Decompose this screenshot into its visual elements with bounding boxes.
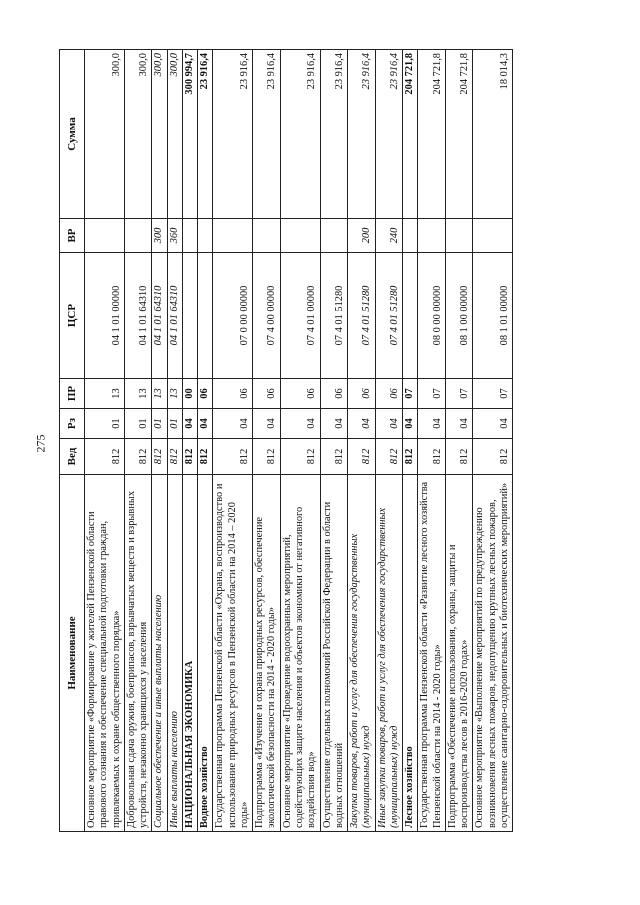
cell-name: Иные закупки товаров, работ и услуг для обеспечения государственных (муниципальных) нужд: [375, 475, 403, 832]
table-row: [418, 50, 446, 832]
rotated-page-content: [59, 50, 563, 832]
cell-ved: 812: [473, 439, 513, 475]
table-row: [167, 50, 182, 832]
header-vr: ВР: [60, 219, 85, 253]
table-row: [348, 50, 376, 832]
table-row: [198, 50, 213, 832]
table-row: [403, 50, 418, 832]
cell-vr: 360: [167, 219, 182, 253]
header-sum: Сумма: [60, 50, 85, 219]
cell-rz: 04: [213, 409, 253, 439]
cell-vr: 200: [348, 219, 376, 253]
cell-vr: [418, 219, 446, 253]
cell-name: Подпрограмма «Изучение и охрана природных ресурсов, обеспечение экологической безопасности на 2014 - 2020 годы»: [253, 475, 281, 832]
cell-vr: [473, 219, 513, 253]
cell-rz: 04: [473, 409, 513, 439]
cell-sum: 23 916,4: [253, 50, 281, 219]
cell-csr: 04 1 01 00000: [85, 253, 125, 379]
cell-pr: 13: [124, 379, 152, 409]
cell-ved: 812: [403, 439, 418, 475]
cell-pr: 06: [213, 379, 253, 409]
cell-rz: 04: [375, 409, 403, 439]
cell-sum: 204 721,8: [445, 50, 473, 219]
cell-sum: 23 916,4: [348, 50, 376, 219]
cell-ved: 812: [124, 439, 152, 475]
table-row: [473, 50, 513, 832]
cell-rz: 04: [445, 409, 473, 439]
cell-sum: 23 916,4: [320, 50, 348, 219]
cell-name: Подпрограмма «Обеспечение использования, охраны, защиты и воспроизводства лесов в 2016-2020 годах»: [445, 475, 473, 832]
cell-vr: 240: [375, 219, 403, 253]
cell-ved: 812: [182, 439, 197, 475]
page-number: 275: [33, 434, 48, 453]
cell-ved: 812: [280, 439, 320, 475]
table-row: [375, 50, 403, 832]
cell-csr: [198, 253, 213, 379]
cell-csr: [403, 253, 418, 379]
cell-pr: 06: [348, 379, 376, 409]
cell-name: Добровольная сдача оружия, боеприпасов, взрывчатых веществ и взрывных устройств, незаконно хранящихся у населения: [124, 475, 152, 832]
cell-name: Государственная программа Пензенской области «Развитие лесного хозяйства Пензенской области на 2014 - 2020 годы»: [418, 475, 446, 832]
cell-name: Основное мероприятие «Проведение водоохранных мероприятий, содействующих защите населения и объектов экономики от негативного воздействия вод»: [280, 475, 320, 832]
cell-vr: [85, 219, 125, 253]
cell-vr: [213, 219, 253, 253]
cell-ved: 812: [348, 439, 376, 475]
header-pr: ПР: [60, 379, 85, 409]
cell-ved: 812: [445, 439, 473, 475]
table-row: [152, 50, 167, 832]
cell-csr: 07 4 01 00000: [280, 253, 320, 379]
cell-name: Основное мероприятие «Формирование у жителей Пензенской области правового сознания и обеспечение специальной подготовки граждан, привлекаемых к охране общественного порядка»: [85, 475, 125, 832]
cell-csr: 07 0 00 00000: [213, 253, 253, 379]
cell-sum: 18 014,3: [473, 50, 513, 219]
cell-vr: [198, 219, 213, 253]
cell-sum: 300,0: [85, 50, 125, 219]
table-row: [445, 50, 473, 832]
budget-table: [59, 49, 513, 832]
cell-sum: 300,0: [124, 50, 152, 219]
cell-rz: 04: [403, 409, 418, 439]
cell-sum: 23 916,4: [213, 50, 253, 219]
cell-pr: 13: [167, 379, 182, 409]
cell-rz: 04: [198, 409, 213, 439]
cell-csr: 07 4 01 51280: [348, 253, 376, 379]
cell-csr: 08 1 01 00000: [473, 253, 513, 379]
cell-name: Иные выплаты населению: [167, 475, 182, 832]
cell-sum: 204 721,8: [418, 50, 446, 219]
cell-ved: 812: [85, 439, 125, 475]
cell-rz: 04: [182, 409, 197, 439]
header-name: Наименование: [60, 475, 85, 832]
cell-name: НАЦИОНАЛЬНАЯ ЭКОНОМИКА: [182, 475, 197, 832]
cell-csr: 07 4 00 00000: [253, 253, 281, 379]
cell-vr: [445, 219, 473, 253]
cell-csr: 07 4 01 51280: [375, 253, 403, 379]
cell-csr: 04 1 01 64310: [152, 253, 167, 379]
cell-rz: 04: [348, 409, 376, 439]
cell-csr: 07 4 01 51280: [320, 253, 348, 379]
table-row: [213, 50, 253, 832]
cell-pr: 07: [473, 379, 513, 409]
cell-rz: 04: [280, 409, 320, 439]
cell-sum: 23 916,4: [280, 50, 320, 219]
cell-sum: 23 916,4: [198, 50, 213, 219]
cell-vr: [253, 219, 281, 253]
header-ved: Вед: [60, 439, 85, 475]
cell-vr: [182, 219, 197, 253]
cell-name: Государственная программа Пензенской области «Охрана, воспроизводство и использование природных ресурсов в Пензенской области на 2014 – 2020 годы»: [213, 475, 253, 832]
cell-ved: 812: [213, 439, 253, 475]
cell-csr: 04 1 01 64310: [167, 253, 182, 379]
cell-name: Осуществление отдельных полномочий Российской Федерации в области водных отношений: [320, 475, 348, 832]
table-row: [85, 50, 125, 832]
cell-ved: 812: [418, 439, 446, 475]
cell-rz: 01: [167, 409, 182, 439]
cell-name: Социальное обеспечение и иные выплаты населению: [152, 475, 167, 832]
cell-sum: 300,0: [152, 50, 167, 219]
cell-rz: 01: [85, 409, 125, 439]
cell-vr: [280, 219, 320, 253]
cell-rz: 01: [124, 409, 152, 439]
cell-sum: 300 994,7: [182, 50, 197, 219]
cell-pr: 07: [445, 379, 473, 409]
table-row: [253, 50, 281, 832]
cell-rz: 04: [320, 409, 348, 439]
cell-name: Лесное хозяйство: [403, 475, 418, 832]
table-row: [320, 50, 348, 832]
header-csr: ЦСР: [60, 253, 85, 379]
cell-ved: 812: [253, 439, 281, 475]
cell-csr: 08 1 00 00000: [445, 253, 473, 379]
cell-ved: 812: [152, 439, 167, 475]
cell-pr: 13: [85, 379, 125, 409]
table-header-row: [60, 50, 85, 832]
cell-rz: 01: [152, 409, 167, 439]
cell-pr: 06: [198, 379, 213, 409]
cell-csr: [182, 253, 197, 379]
cell-rz: 04: [418, 409, 446, 439]
cell-pr: 06: [280, 379, 320, 409]
cell-pr: 06: [253, 379, 281, 409]
table-row: [124, 50, 152, 832]
cell-pr: 06: [320, 379, 348, 409]
cell-vr: [124, 219, 152, 253]
cell-vr: 300: [152, 219, 167, 253]
header-rz: Рз: [60, 409, 85, 439]
cell-pr: 07: [403, 379, 418, 409]
cell-vr: [403, 219, 418, 253]
cell-ved: 812: [198, 439, 213, 475]
cell-ved: 812: [167, 439, 182, 475]
table-row: [182, 50, 197, 832]
cell-pr: 07: [418, 379, 446, 409]
cell-ved: 812: [320, 439, 348, 475]
cell-name: Основное мероприятие «Выполнение мероприятий по предупреждению возникновения лесных пожаров, недопущению крупных лесных пожаров, осуществление санитарно-оздоровительных и биотехнических мероприятий»: [473, 475, 513, 832]
cell-name: Закупка товаров, работ и услуг для обеспечения государственных (муниципальных) нужд: [348, 475, 376, 832]
cell-rz: 04: [253, 409, 281, 439]
cell-csr: 04 1 01 64310: [124, 253, 152, 379]
cell-sum: 300,0: [167, 50, 182, 219]
table-row: [280, 50, 320, 832]
cell-name: Водное хозяйство: [198, 475, 213, 832]
cell-vr: [320, 219, 348, 253]
cell-pr: 13: [152, 379, 167, 409]
cell-pr: 00: [182, 379, 197, 409]
cell-sum: 23 916,4: [375, 50, 403, 219]
cell-csr: 08 0 00 00000: [418, 253, 446, 379]
cell-ved: 812: [375, 439, 403, 475]
cell-sum: 204 721,8: [403, 50, 418, 219]
cell-pr: 06: [375, 379, 403, 409]
